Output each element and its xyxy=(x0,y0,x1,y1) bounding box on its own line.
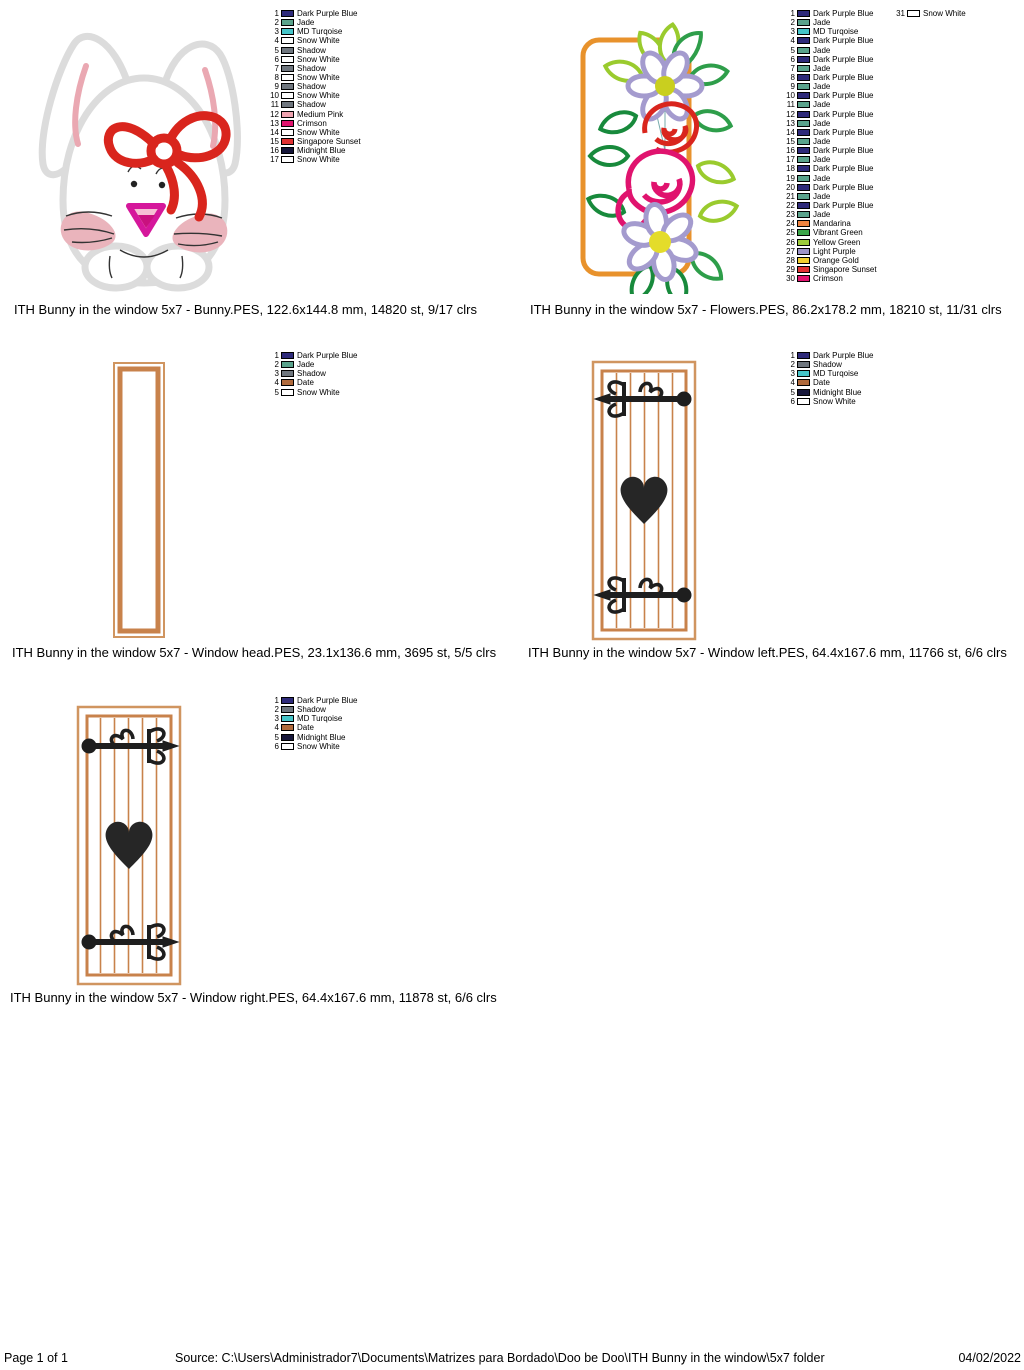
color-number: 23 xyxy=(786,210,795,220)
color-number: 11 xyxy=(270,100,279,110)
color-row xyxy=(265,91,361,100)
color-name: Jade xyxy=(813,210,831,220)
color-name: Snow White xyxy=(297,155,340,165)
color-swatch xyxy=(281,28,294,35)
color-name: Jade xyxy=(813,155,831,165)
color-swatch xyxy=(281,10,294,17)
color-row xyxy=(781,100,877,109)
color-name: Dark Purple Blue xyxy=(297,351,358,360)
color-name: Singapore Sunset xyxy=(297,136,361,146)
color-swatch xyxy=(281,83,294,90)
color-name: Dark Purple Blue xyxy=(813,146,874,156)
color-swatch xyxy=(797,10,810,17)
color-name: Shadow xyxy=(297,82,326,92)
color-swatch xyxy=(797,275,810,282)
color-swatch xyxy=(797,370,810,377)
source-path-label: Source: C:\Users\Administrador7\Documents\Matrizes para Bordado\Doo be Doo\ITH Bunny in the window\5x7 folder xyxy=(175,1351,825,1365)
color-number: 7 xyxy=(274,63,279,73)
color-name: Jade xyxy=(813,191,831,201)
color-row xyxy=(781,201,877,210)
color-name: Date xyxy=(297,723,314,733)
color-row xyxy=(781,73,877,82)
color-number: 31 xyxy=(896,9,905,18)
color-number: 13 xyxy=(786,118,795,128)
color-name: Yellow Green xyxy=(813,237,861,247)
color-row xyxy=(265,128,361,137)
window-left-caption: ITH Bunny in the window 5x7 - Window left.PES, 64.4x167.6 mm, 11766 st, 6/6 clrs xyxy=(528,645,1007,660)
color-swatch xyxy=(797,111,810,118)
color-name: Dark Purple Blue xyxy=(813,91,874,101)
color-number: 1 xyxy=(274,9,279,18)
color-number: 1 xyxy=(274,696,279,705)
color-row xyxy=(265,742,357,751)
color-row xyxy=(265,360,357,369)
color-swatch xyxy=(797,83,810,90)
color-number: 12 xyxy=(786,109,795,119)
color-swatch xyxy=(281,724,294,731)
color-name: Midnight Blue xyxy=(297,146,346,156)
color-swatch xyxy=(797,175,810,182)
color-row xyxy=(265,119,361,128)
color-row xyxy=(265,714,357,723)
color-name: Dark Purple Blue xyxy=(813,127,874,137)
color-name: Snow White xyxy=(297,36,340,46)
color-row xyxy=(265,27,361,36)
color-name: Jade xyxy=(813,45,831,55)
color-swatch xyxy=(797,120,810,127)
color-name: Jade xyxy=(813,136,831,146)
color-row xyxy=(781,174,877,183)
window-head-svg xyxy=(108,358,170,642)
color-swatch xyxy=(281,743,294,750)
color-swatch xyxy=(797,193,810,200)
color-number: 6 xyxy=(790,396,795,406)
window-right-svg xyxy=(72,702,185,989)
flowers-color-legend-col2 xyxy=(891,9,966,18)
color-number: 4 xyxy=(274,378,279,388)
color-number: 1 xyxy=(790,9,795,18)
color-row xyxy=(781,247,877,256)
color-name: Snow White xyxy=(923,9,966,18)
color-number: 4 xyxy=(790,378,795,388)
window-left-design-image xyxy=(588,357,701,644)
color-row xyxy=(265,46,361,55)
color-number: 6 xyxy=(274,741,279,751)
color-name: Dark Purple Blue xyxy=(813,351,874,360)
color-name: Snow White xyxy=(297,54,340,64)
color-swatch xyxy=(797,156,810,163)
color-name: Mandarina xyxy=(813,219,851,229)
color-number: 29 xyxy=(786,264,795,274)
date-label: 04/02/2022 xyxy=(958,1351,1021,1365)
color-swatch xyxy=(797,266,810,273)
color-name: Jade xyxy=(813,63,831,73)
color-swatch xyxy=(797,47,810,54)
color-row xyxy=(265,146,361,155)
color-name: MD Turqoise xyxy=(297,27,343,37)
color-row xyxy=(781,46,877,55)
color-swatch xyxy=(281,19,294,26)
color-name: Snow White xyxy=(297,127,340,137)
color-swatch xyxy=(281,129,294,136)
color-swatch xyxy=(797,92,810,99)
color-swatch xyxy=(281,47,294,54)
window-right-design-image xyxy=(72,702,185,989)
color-number: 15 xyxy=(270,136,279,146)
color-name: Snow White xyxy=(297,741,340,751)
color-name: Dark Purple Blue xyxy=(813,36,874,46)
color-number: 1 xyxy=(274,351,279,360)
color-swatch xyxy=(907,10,920,17)
color-row xyxy=(265,137,361,146)
page-number-label: Page 1 of 1 xyxy=(4,1351,68,1365)
color-row xyxy=(781,27,877,36)
color-number: 2 xyxy=(790,18,795,28)
color-row xyxy=(781,360,873,369)
color-swatch xyxy=(797,248,810,255)
color-row xyxy=(265,723,357,732)
color-number: 15 xyxy=(786,136,795,146)
color-row xyxy=(781,192,877,201)
color-name: Dark Purple Blue xyxy=(813,164,874,174)
color-number: 8 xyxy=(790,72,795,82)
color-row xyxy=(781,137,877,146)
color-row xyxy=(265,351,357,360)
color-swatch xyxy=(281,389,294,396)
color-row xyxy=(265,155,361,164)
color-name: Medium Pink xyxy=(297,109,344,119)
color-swatch xyxy=(797,147,810,154)
color-name: Jade xyxy=(813,18,831,28)
color-swatch xyxy=(281,715,294,722)
color-swatch xyxy=(797,129,810,136)
color-swatch xyxy=(797,239,810,246)
color-swatch xyxy=(281,156,294,163)
color-row xyxy=(781,378,873,387)
color-row xyxy=(781,183,877,192)
color-swatch xyxy=(281,352,294,359)
color-swatch xyxy=(797,398,810,405)
color-row xyxy=(781,18,877,27)
color-name: Crimson xyxy=(297,118,327,128)
window-right-color-legend xyxy=(265,696,357,751)
color-row xyxy=(781,128,877,137)
color-swatch xyxy=(281,697,294,704)
color-row xyxy=(781,82,877,91)
color-number: 30 xyxy=(786,274,795,284)
color-number: 3 xyxy=(274,27,279,37)
color-number: 6 xyxy=(790,54,795,64)
color-row xyxy=(781,36,877,45)
color-number: 4 xyxy=(790,36,795,46)
color-name: Singapore Sunset xyxy=(813,264,877,274)
color-swatch xyxy=(797,211,810,218)
color-swatch xyxy=(281,101,294,108)
color-number: 5 xyxy=(274,387,279,397)
color-row xyxy=(265,388,357,397)
color-number: 22 xyxy=(786,200,795,210)
color-swatch xyxy=(797,138,810,145)
color-row xyxy=(265,55,361,64)
color-swatch xyxy=(797,184,810,191)
window-left-color-legend xyxy=(781,351,873,406)
color-swatch xyxy=(797,202,810,209)
color-number: 5 xyxy=(790,45,795,55)
color-number: 14 xyxy=(786,127,795,137)
color-name: Date xyxy=(813,378,830,388)
color-name: Dark Purple Blue xyxy=(813,9,874,18)
color-swatch xyxy=(797,220,810,227)
color-number: 10 xyxy=(270,91,279,101)
color-swatch xyxy=(281,37,294,44)
color-name: MD Turqoise xyxy=(297,714,343,724)
color-swatch xyxy=(797,65,810,72)
color-number: 5 xyxy=(274,732,279,742)
color-name: Date xyxy=(297,378,314,388)
bunny-caption: ITH Bunny in the window 5x7 - Bunny.PES, 122.6x144.8 mm, 14820 st, 9/17 clrs xyxy=(14,302,477,317)
color-row xyxy=(781,146,877,155)
color-swatch xyxy=(797,74,810,81)
color-name: Jade xyxy=(297,18,315,28)
color-name: Dark Purple Blue xyxy=(813,72,874,82)
color-swatch xyxy=(797,379,810,386)
color-swatch xyxy=(281,138,294,145)
flowers-caption: ITH Bunny in the window 5x7 - Flowers.PES, 86.2x178.2 mm, 18210 st, 11/31 clrs xyxy=(530,302,1002,317)
color-row xyxy=(781,110,877,119)
color-row xyxy=(781,164,877,173)
color-row xyxy=(265,696,357,705)
color-swatch xyxy=(281,111,294,118)
color-row xyxy=(781,388,873,397)
color-row xyxy=(781,219,877,228)
color-name: Shadow xyxy=(297,705,326,715)
window-left-svg xyxy=(588,357,701,644)
color-number: 28 xyxy=(786,255,795,265)
color-swatch xyxy=(281,706,294,713)
color-name: Jade xyxy=(813,82,831,92)
bunny-color-legend xyxy=(265,9,361,164)
color-name: Midnight Blue xyxy=(297,732,346,742)
color-number: 9 xyxy=(274,82,279,92)
color-name: Jade xyxy=(813,173,831,183)
color-number: 17 xyxy=(270,155,279,165)
color-number: 14 xyxy=(270,127,279,137)
color-swatch xyxy=(797,28,810,35)
color-row xyxy=(781,369,873,378)
color-number: 4 xyxy=(274,36,279,46)
color-row xyxy=(781,210,877,219)
color-name: Orange Gold xyxy=(813,255,859,265)
color-number: 2 xyxy=(274,18,279,28)
color-swatch xyxy=(281,361,294,368)
window-head-caption: ITH Bunny in the window 5x7 - Window head.PES, 23.1x136.6 mm, 3695 st, 5/5 clrs xyxy=(12,645,497,660)
color-name: Dark Purple Blue xyxy=(813,109,874,119)
color-number: 20 xyxy=(786,182,795,192)
color-swatch xyxy=(797,37,810,44)
color-swatch xyxy=(797,257,810,264)
bunny-design-image xyxy=(28,14,260,296)
color-row xyxy=(265,378,357,387)
color-name: Shadow xyxy=(813,360,842,370)
bunny-svg xyxy=(28,14,260,296)
color-swatch xyxy=(281,65,294,72)
color-number: 16 xyxy=(270,146,279,156)
color-row xyxy=(781,91,877,100)
flowers-design-image xyxy=(570,16,760,294)
color-name: Light Purple xyxy=(813,246,856,256)
color-row xyxy=(265,82,361,91)
color-number: 3 xyxy=(790,27,795,37)
color-row xyxy=(265,100,361,109)
color-number: 3 xyxy=(274,369,279,379)
color-swatch xyxy=(797,19,810,26)
color-name: Shadow xyxy=(297,100,326,110)
color-number: 7 xyxy=(790,63,795,73)
color-row xyxy=(781,351,873,360)
color-row xyxy=(265,369,357,378)
color-name: Dark Purple Blue xyxy=(813,54,874,64)
color-row xyxy=(781,265,877,274)
color-number: 3 xyxy=(790,369,795,379)
color-name: Jade xyxy=(813,118,831,128)
color-name: Dark Purple Blue xyxy=(297,696,358,705)
color-number: 17 xyxy=(786,155,795,165)
color-number: 5 xyxy=(790,387,795,397)
color-number: 19 xyxy=(786,173,795,183)
color-number: 16 xyxy=(786,146,795,156)
color-number: 5 xyxy=(274,45,279,55)
flowers-svg xyxy=(570,16,760,294)
window-head-color-legend xyxy=(265,351,357,397)
color-name: Dark Purple Blue xyxy=(297,9,358,18)
color-name: Snow White xyxy=(297,91,340,101)
window-right-caption: ITH Bunny in the window 5x7 - Window right.PES, 64.4x167.6 mm, 11878 st, 6/6 clrs xyxy=(10,990,497,1005)
color-row xyxy=(781,155,877,164)
color-name: MD Turqoise xyxy=(813,369,859,379)
color-row xyxy=(265,110,361,119)
color-name: Snow White xyxy=(297,387,340,397)
color-number: 24 xyxy=(786,219,795,229)
color-row xyxy=(781,256,877,265)
color-swatch xyxy=(797,389,810,396)
color-row xyxy=(265,9,361,18)
color-swatch xyxy=(281,56,294,63)
color-swatch xyxy=(797,352,810,359)
color-name: Crimson xyxy=(813,274,843,284)
color-row xyxy=(781,9,877,18)
color-number: 8 xyxy=(274,72,279,82)
color-swatch xyxy=(281,120,294,127)
color-name: Snow White xyxy=(297,72,340,82)
color-swatch xyxy=(281,734,294,741)
color-row xyxy=(781,274,877,283)
color-number: 26 xyxy=(786,237,795,247)
color-swatch xyxy=(797,165,810,172)
color-number: 18 xyxy=(786,164,795,174)
color-row xyxy=(781,397,873,406)
color-row xyxy=(265,733,357,742)
color-name: MD Turqoise xyxy=(813,27,859,37)
color-name: Dark Purple Blue xyxy=(813,182,874,192)
color-row xyxy=(781,55,877,64)
color-number: 2 xyxy=(274,360,279,370)
color-swatch xyxy=(797,229,810,236)
color-row xyxy=(891,9,966,18)
color-number: 13 xyxy=(270,118,279,128)
color-name: Shadow xyxy=(297,369,326,379)
color-swatch xyxy=(281,370,294,377)
color-swatch xyxy=(281,74,294,81)
color-row xyxy=(781,238,877,247)
color-row xyxy=(265,18,361,27)
color-name: Dark Purple Blue xyxy=(813,200,874,210)
flowers-color-legend-col1 xyxy=(781,9,877,283)
color-row xyxy=(265,36,361,45)
color-swatch xyxy=(797,101,810,108)
color-name: Midnight Blue xyxy=(813,387,862,397)
color-swatch xyxy=(281,147,294,154)
window-head-design-image xyxy=(108,358,170,642)
color-swatch xyxy=(281,379,294,386)
color-number: 25 xyxy=(786,228,795,238)
color-row xyxy=(781,119,877,128)
color-number: 2 xyxy=(790,360,795,370)
color-swatch xyxy=(797,56,810,63)
color-name: Shadow xyxy=(297,63,326,73)
color-name: Jade xyxy=(813,100,831,110)
color-swatch xyxy=(281,92,294,99)
color-number: 9 xyxy=(790,82,795,92)
color-number: 3 xyxy=(274,714,279,724)
color-number: 6 xyxy=(274,54,279,64)
color-name: Jade xyxy=(297,360,315,370)
color-row xyxy=(781,64,877,73)
color-number: 2 xyxy=(274,705,279,715)
color-name: Snow White xyxy=(813,396,856,406)
color-row xyxy=(265,705,357,714)
color-number: 12 xyxy=(270,109,279,119)
color-row xyxy=(265,64,361,73)
color-swatch xyxy=(797,361,810,368)
color-number: 11 xyxy=(786,100,795,110)
color-name: Shadow xyxy=(297,45,326,55)
color-row xyxy=(781,228,877,237)
color-number: 21 xyxy=(786,191,795,201)
color-number: 4 xyxy=(274,723,279,733)
color-number: 10 xyxy=(786,91,795,101)
color-number: 1 xyxy=(790,351,795,360)
color-name: Vibrant Green xyxy=(813,228,863,238)
color-row xyxy=(265,73,361,82)
color-number: 27 xyxy=(786,246,795,256)
